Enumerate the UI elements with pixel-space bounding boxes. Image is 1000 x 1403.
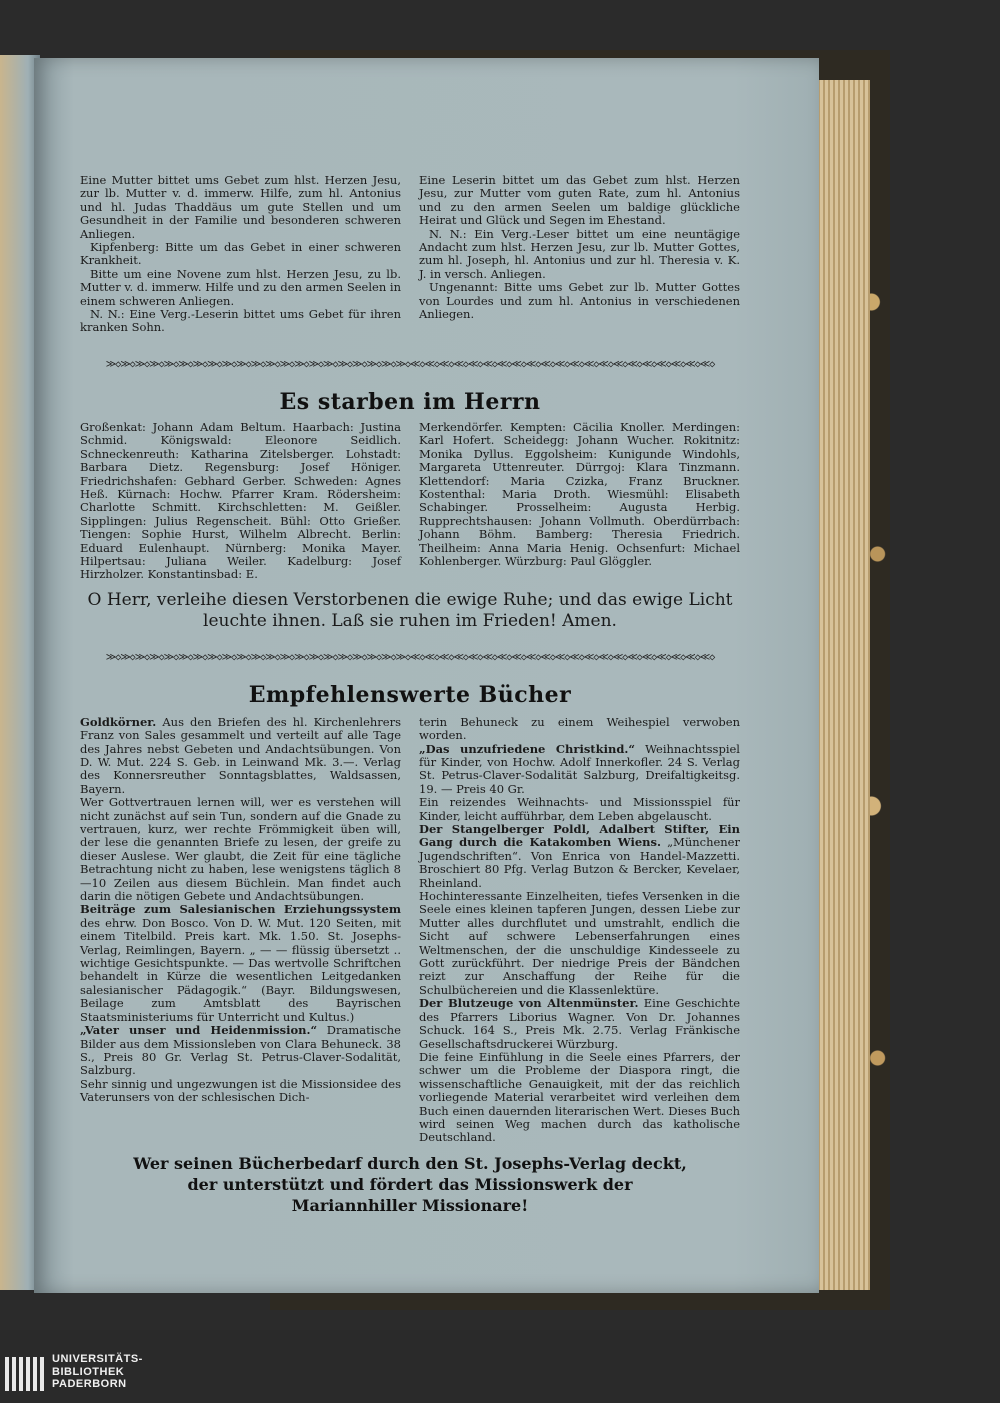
appeal-line: Wer seinen Bücherbedarf durch den St. Josephs-Verlag deckt,	[133, 1153, 687, 1173]
library-footer	[0, 1330, 1000, 1403]
request-paragraph: Ungenannt: Bitte ums Gebet zur lb. Mutter Gottes von Lourdes und zum hl. Antonius in verschiedenen Anliegen.	[419, 280, 740, 322]
deaths-left: Großenkat: Johann Adam Beltum. Haarbach: Justina Schmid. Königswald: Eleonore Seidlich. Schneckenreuth: Katharina Zitelsberger. Lohstadt: Barbara Dietz. Regensburg: Josef Höniger. Friedrichshafen: Gebhard Gerber. Schweden: Agnes Heß. Kürnach: Hochw. Pfarrer Kram. Rödersheim: Charlotte Schmitt. Kirchschletten: M. Geißler. Sipplingen: Julius Regenscheit. Bühl: Otto Grießer. Tiengen: Sophie Hurst, Wilhelm Albrecht. Berlin: Eduard Eulenhaupt. Nürnberg: Monika Mayer. Hilpertsau: Juliana Weiler. Kadelburg: Josef Hirzholzer. Konstantinsbad: E.	[80, 419, 401, 582]
request-paragraph: Eine Leserin bittet um das Gebet zum hlst. Herzen Jesu, zur Mutter vom guten Rate, zum hl. Antonius und zu den armen Seelen um baldige glückliche Heirat und Glück und Segen im Ehestand.	[419, 173, 740, 228]
book-entry: Der Blutzeuge von Altenmünster. Eine Geschichte des Pfarrers Liborius Wagner. Von Dr. Johannes Schuck. 164 S., Preis Mk. 2.75. Verlag Fränkische Gesellschaftsdruckerei Würzburg.	[419, 996, 740, 1051]
request-paragraph: Kipfenberg: Bitte um das Gebet in einer schweren Krankheit.	[80, 240, 401, 268]
book-entry: „Vater unser und Heidenmission.“ Dramatische Bilder aus dem Missionsleben von Clara Behuneck. 38 S., Preis 80 Gr. Verlag St. Petrus-Claver-Sodalität, Salzburg.	[80, 1023, 401, 1078]
request-paragraph: N. N.: Eine Verg.-Leserin bittet ums Gebet für ihren kranken Sohn.	[80, 307, 401, 335]
book-reviews-left	[80, 716, 401, 1145]
book-reviews	[80, 716, 740, 1145]
book-entry: Der Stangelberger Poldl, Adalbert Stifter, Ein Gang durch die Katakomben Wiens. „Münchener Jugendschriften“. Von Enrica von Handel-Mazzetti. Broschiert 80 Pfg. Verlag Butzon & Bercker, Kevelaer, Rheinland.	[419, 822, 740, 890]
page-content	[80, 112, 740, 1216]
library-logo-icon	[5, 1357, 45, 1391]
prayer-requests-left	[80, 174, 401, 335]
book-entry: Die feine Einfühlung in die Seele eines Pfarrers, der schwer um die Probleme der Diaspora ringt, die wissenschaftliche Genauigkeit, mit der das reichlich vorliegende Material verarbeitet wird verleihen dem Buch einen dauernden literarischen Wert. Dieses Buch wird seinen Weg machen durch das katholische Deutschland.	[419, 1049, 740, 1145]
prayer-requests-right	[419, 174, 740, 335]
deaths-list	[80, 421, 740, 582]
book-entry: Wer Gottvertrauen lernen will, wer es verstehen will nicht zunächst auf sein Tun, sondern auf die Gnade zu vertrauen, kurz, wer rechte Frömmigkeit üben will, der lese die genannten Briefe zu lesen, der greife zu dieser Auslese. Wer glaubt, die Zeit für eine tägliche Betrachtung nicht zu haben, lese wenigstens täglich 8—10 Zeilen aus diesem Büchlein. Man findet auch darin die nötigen Gebete und Andachtsübungen.	[80, 795, 401, 904]
book-reviews-right	[419, 716, 740, 1145]
prayer-requests	[80, 174, 740, 335]
book-entry: „Das unzufriedene Christkind.“ Weihnachtsspiel für Kinder, von Hochw. Adolf Innerkofler. 24 S. Verlag St. Petrus-Claver-Sodalität Salzburg, Dreifaltigkeitsg. 19. — Preis 40 Gr.	[419, 741, 740, 796]
library-name: UNIVERSITÄTS- BIBLIOTHEK PADERBORN	[52, 1353, 143, 1390]
publisher-appeal	[80, 1153, 740, 1216]
requiem-prayer: O Herr, verleihe diesen Verstorbenen die ewige Ruhe; und das ewige Licht leuchte ihnen. Laß sie ruhen im Frieden! Amen.	[87, 589, 733, 631]
book-entry: Ein reizendes Weihnachts- und Missionsspiel für Kinder, leicht aufführbar, dem Leben abgelauscht.	[419, 795, 740, 823]
request-paragraph: Eine Mutter bittet ums Gebet zum hlst. Herzen Jesu, zur lb. Mutter v. d. immerw. Hilfe, zum hl. Antonius und hl. Judas Thaddäus um gute Stellen und um Gesundheit in der Familie und besonderen schweren Anliegen.	[80, 173, 401, 241]
book-entry: Sehr sinnig und ungezwungen ist die Missionsidee des Vaterunsers von der schlesischen Dich-	[80, 1076, 401, 1105]
section-heading-deaths: Es starben im Herrn	[279, 388, 541, 415]
appeal-line: der unterstützt und fördert das Missionswerk der	[187, 1174, 633, 1194]
deaths-right: Merkendörfer. Kempten: Cäcilia Knoller. Merdingen: Karl Hofert. Scheidegg: Johann Wucher. Rokitnitz: Monika Dyllus. Eggolsheim: Kunigunde Windohls, Margareta Uttenreuter. Dürrgoj: Klara Tinzmann. Klettendorf: Maria Czizka, Franz Bruckner. Kostenthal: Maria Droth. Wiesmühl: Elisabeth Schabinger. Prosselheim: Augusta Herbig. Rupprechtshausen: Johann Vollmuth. Oberdürrbach: Johann Böhm. Bamberg: Theresia Friedrich. Theilheim: Anna Maria Henig. Ochsenfurt: Michael Kohlenberger. Würzburg: Paul Glöggler.	[419, 419, 740, 568]
book-entry: Goldkörner. Aus den Briefen des hl. Kirchenlehrers Franz von Sales gesammelt und verteilt auf alle Tage des Jahres nebst Gebeten und Andachtsübungen. Von D. W. Mut. 224 S. Geb. in Leinwand Mk. 3.—. Verlag des Konnersreuther Sonntagsblattes, Waldsassen, Bayern.	[80, 714, 401, 796]
ornament-divider: ≫◇≫◇≫◇≫◇≫◇≫◇≫◇≫◇≫◇≫◇≫◇≫◇≫◇≫◇≫◇≫◇≫◇≫◇≫◇≫◇≫◇≪◇≪◇≪◇≪◇≪◇≪◇≪◇≪◇≪◇≪◇≪◇≪◇≪◇≪◇≪◇≪◇≪◇≪◇≪◇≪◇≪◇	[105, 651, 715, 663]
book-entry: terin Behuneck zu einem Weihespiel verwoben worden.	[419, 714, 740, 743]
request-paragraph: Bitte um eine Novene zum hlst. Herzen Jesu, zu lb. Mutter v. d. immerw. Hilfe und zu den armen Seelen in einem schweren Anliegen.	[80, 266, 401, 308]
page-edges	[810, 80, 870, 1290]
section-heading-books: Empfehlenswerte Bücher	[248, 681, 572, 708]
appeal-line: Mariannhiller Missionare!	[291, 1195, 529, 1215]
request-paragraph: N. N.: Ein Verg.-Leser bittet um eine neuntägige Andacht zum hlst. Herzen Jesu, zur lb. Mutter Gottes, zum hl. Joseph, hl. Antonius und zur hl. Theresia v. K. J. in versch. Anliegen.	[419, 226, 740, 281]
ornament-divider: ≫◇≫◇≫◇≫◇≫◇≫◇≫◇≫◇≫◇≫◇≫◇≫◇≫◇≫◇≫◇≫◇≫◇≫◇≫◇≫◇≫◇≪◇≪◇≪◇≪◇≪◇≪◇≪◇≪◇≪◇≪◇≪◇≪◇≪◇≪◇≪◇≪◇≪◇≪◇≪◇≪◇≪◇	[105, 358, 715, 370]
book-entry: Hochinteressante Einzelheiten, tiefes Versenken in die Seele eines kleinen tapferen Jungen, dessen Liebe zur Mutter alles durchflutet und umstrahlt, endlich die Sicht auf schwere Lebenserfahrungen eines Weltmenschen, der die unschuldige Kindesseele zu Gott zurückführt. Der niedrige Preis der Bändchen reizt zur Anschaffung der Reihe für die Schulbüchereien und die Klassenlektüre.	[419, 889, 740, 997]
book-entry: Beiträge zum Salesianischen Erziehungssystem des ehrw. Don Bosco. Von D. W. Mut. 120 Seiten, mit einem Titelbild. Preis kart. Mk. 1.50. St. Josephs-Verlag, Reimlingen, Bayern. „ — — flüssig übersetzt .. wichtige Gesichtspunkte. — Das wertvolle Schriftchen behandelt in Kürze die wesentlichen Leitgedanken salesianischer Pädagogik.“ (Bayr. Bildungswesen, Beilage zum Amtsblatt des Bayrischen Staatsministeriums für Unterricht und Kultus.)	[80, 902, 401, 1024]
